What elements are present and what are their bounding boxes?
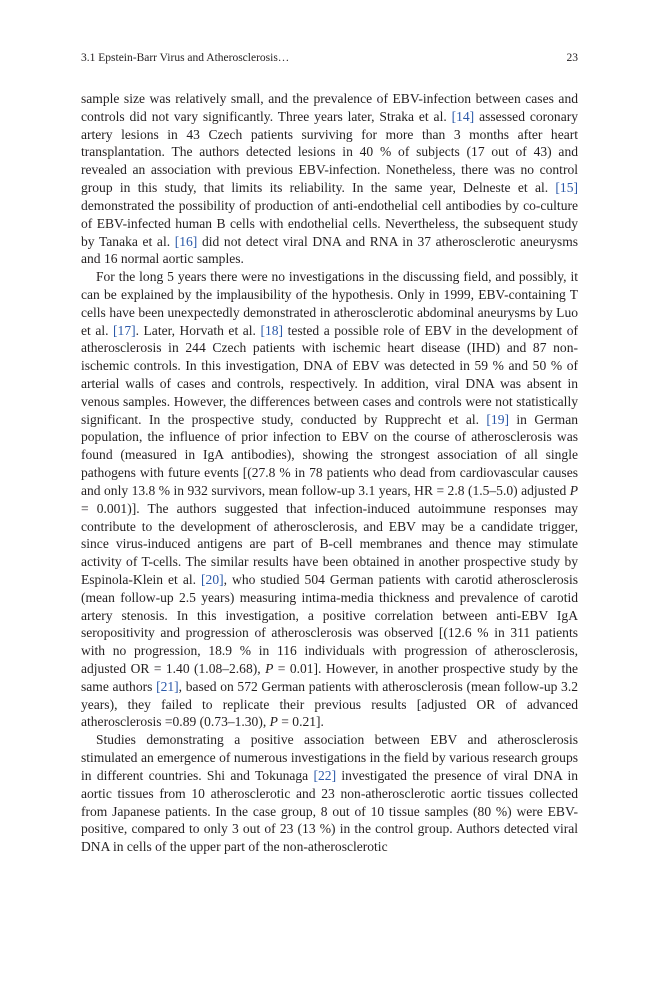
citation-link[interactable]: [14] xyxy=(451,108,475,124)
text-run: investigated the presence of viral DNA in aortic tissues from 10 atherosclerotic and 23 non-atherosclerotic aortic tissues collected from Japanese patients. In the case group, 8 out of 10 tissue samples (80 %) were EBV-positive, compared to only 3 out of 23 (13 %) in the control group. Authors detected viral DNA in cells of the upper part of the non-atherosclerotic xyxy=(81,767,578,855)
text-run: demonstrated the possibility of production of anti-endothelial cell antibodies by co-culture of EBV-infected human B cells with endothelial cells. Nevertheless, the subsequent study by Tanaka et al. xyxy=(81,197,578,249)
italic-symbol: P xyxy=(569,482,578,498)
italic-symbol: P xyxy=(269,714,278,730)
text-run: = 0.01]. However, in another prospective study by the same authors xyxy=(81,661,578,694)
text-run: assessed coronary artery lesions in 43 Czech patients surviving for more than 3 months after heart transplantation. The authors detected lesions in 40 % of subjects (17 out of 43) and revealed an association with previous EBV-infection. Nonetheless, there was no control group in this study, that limits its reliability. In the same year, Delneste et al. xyxy=(81,108,578,196)
paragraph xyxy=(81,90,578,268)
citation-link[interactable]: [15] xyxy=(555,180,578,196)
text-run: = 0.21]. xyxy=(277,714,324,730)
text-run: Studies demonstrating a positive association between EBV and atherosclerosis stimulated an emergence of numerous investigations in the field by various research groups in different countries. Shi and Tokunaga xyxy=(81,732,578,783)
text-run: . Later, Horvath et al. xyxy=(135,322,261,338)
paragraph xyxy=(81,731,578,856)
text-run: , based on 572 German patients with atherosclerosis (mean follow-up 3.2 years), they failed to replicate their previous results [adjusted OR of advanced atherosclerosis =0.89 (0.73–1.30), xyxy=(81,678,578,730)
text-run: did not detect viral DNA and RNA in 37 atherosclerotic aneurysms and 16 normal aortic samples. xyxy=(81,233,579,267)
text-run: = 0.001)]. The authors suggested that infection-induced autoimmune responses may contribute to the development of atherosclerosis, and EBV may be a candidate trigger, since virus-induced antigens are part of B-cell membranes and thence may stimulate activity of T-cells. The similar results have been obtained in another prospective study by Espinola-Klein et al. xyxy=(81,500,578,587)
citation-link[interactable]: [16] xyxy=(174,233,198,249)
citation-link[interactable]: [18] xyxy=(260,322,284,338)
text-run: in German population, the influence of prior infection to EBV on the course of atherosclerosis was found (measured in IgA antibodies), showing the strongest association of all single pathogens with future events [(27.8 % in 78 patients who dead from cardiovascular causes and only 13.8 % in 932 survivors, mean follow-up 3.1 years, HR = 2.8 (1.5–5.0) adjusted xyxy=(81,411,578,498)
body-text xyxy=(81,90,578,856)
italic-symbol: P xyxy=(265,661,274,676)
citation-link[interactable]: [21] xyxy=(156,678,179,694)
running-head-section-title: 3.1 Epstein-Barr Virus and Atherosclerosis… xyxy=(81,52,290,64)
text-run: , who studied 504 German patients with carotid atherosclerosis (mean follow-up 2.5 years) measuring intima-media thickness and prevalence of carotid artery stenosis. In this investigation, a positive correlation between anti-EBV IgA seropositivity and progression of atherosclerosis was observed [(12.6 % in 311 patients with no progression, 18.9 % in 116 individuals with progression of atherosclerosis, adjusted OR = 1.40 (1.08–2.68), xyxy=(81,571,578,676)
citation-link[interactable]: [17] xyxy=(113,322,136,338)
page-number: 23 xyxy=(566,52,578,64)
citation-link[interactable]: [22] xyxy=(313,767,337,783)
text-run: tested a possible role of EBV in the development of atherosclerosis in 244 Czech patients with ischemic heart disease (IHD) and 87 non-ischemic controls. In this investigation, DNA of EBV was detected in 59 % and 50 % of arterial walls of cases and controls, respectively. In addition, viral DNA was absent in venous samples. However, the differences between cases and controls were not statistically significant. In the prospective study, conducted by Rupprecht et al. xyxy=(81,322,578,427)
citation-link[interactable]: [19] xyxy=(486,411,509,427)
paragraph xyxy=(81,268,578,731)
citation-link[interactable]: [20] xyxy=(201,571,224,587)
text-run: sample size was relatively small, and the prevalence of EBV-infection between cases and controls did not vary significantly. Three years later, Straka et al. xyxy=(81,91,578,124)
text-run: For the long 5 years there were no investigations in the discussing field, and possibly, it can be explained by the implausibility of the hypothesis. Only in 1999, EBV-containing T cells have been unexpectedly demonstrated in atherosclerotic abdominal aneurysms by Luo et al. xyxy=(81,269,578,338)
